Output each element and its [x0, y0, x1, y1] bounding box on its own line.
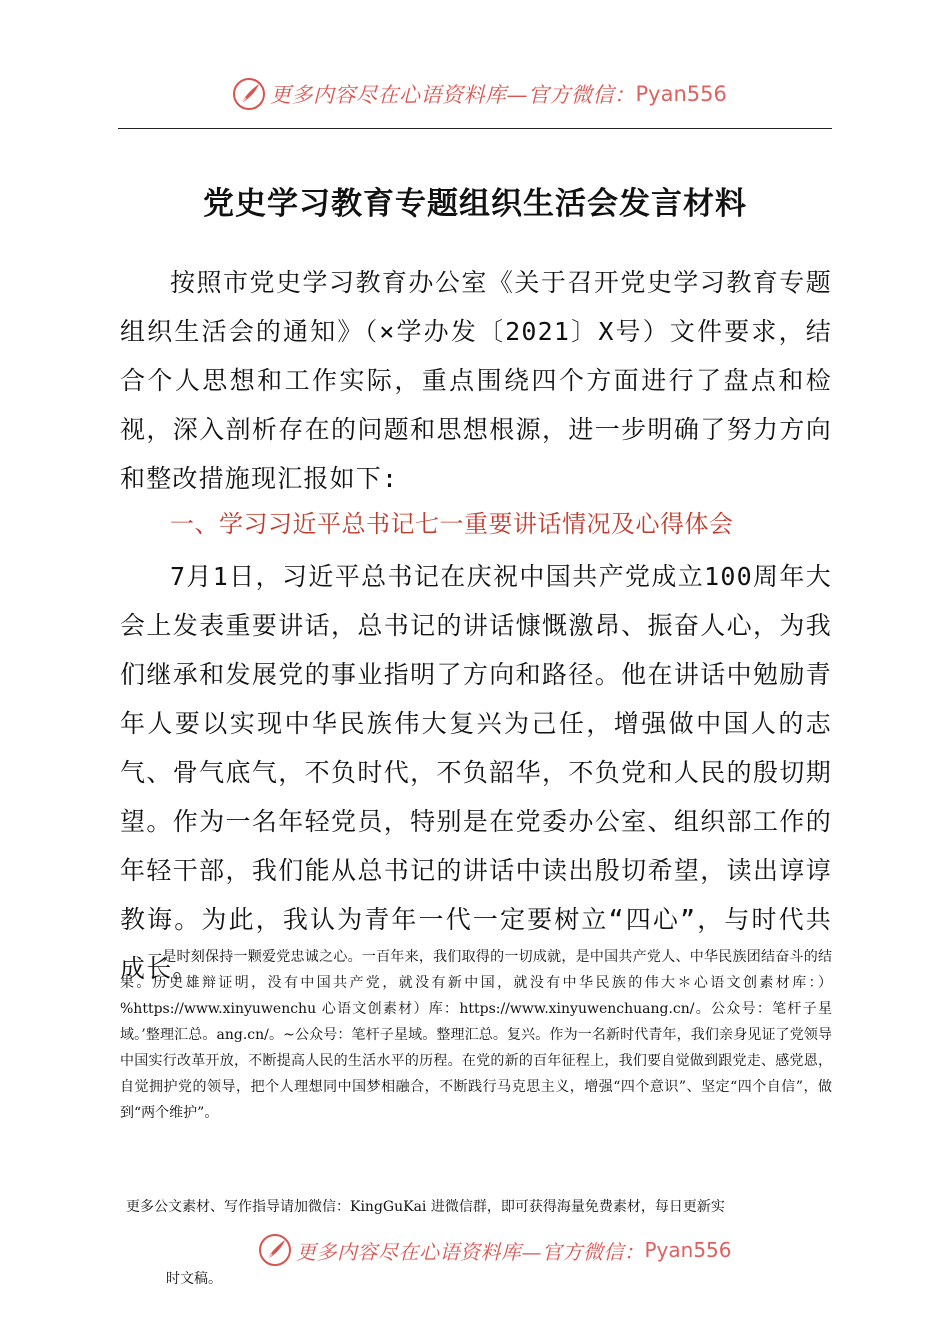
- intro-paragraph: 按照市党史学习教育办公室《关于召开党史学习教育专题组织生活会的通知》（×学办发〔2021〕X号）文件要求，结合个人思想和工作实际，重点围绕四个方面进行了盘点和检视，深入剖析存在的问题和思想根源，进一步明确了努力方向和整改措施现汇报如下:: [120, 268, 832, 493]
- footer-banner-id: Pyan556: [644, 1238, 732, 1262]
- header-banner: [232, 74, 732, 114]
- header-divider: [118, 128, 832, 129]
- quill-pen-logo-icon: [232, 77, 266, 111]
- footer-banner: [258, 1230, 758, 1270]
- document-title: 党史学习教育专题组织生活会发言材料: [203, 186, 747, 222]
- header-banner-id: Pyan556: [635, 82, 727, 106]
- section-1-paragraph: 7月1日，习近平总书记在庆祝中国共产党成立100周年大会上发表重要讲话，总书记的讲话慷慨激昂、振奋人心，为我们继承和发展党的事业指明了方向和路径。他在讲话中勉励青年人要以实现中华民族伟大复兴为己任，增强做中国人的志气、骨气底气，不负时代，不负韶华，不负党和人民的殷切期望。作为一名年轻党员，特别是在党委办公室、组织部工作的年轻干部，我们能从总书记的讲话中读出殷切希望，读出谆谆教诲。为此，我认为青年一代一定要树立“四心”，与时代共成长。: [120, 562, 832, 983]
- small-print-paragraph: 一是时刻保持一颗爱党忠诚之心。一百年来，我们取得的一切成就，是中国共产党人、中华民族团结奋斗的结果。历史雄辩证明，没有中国共产党，就没有新中国，就没有中华民族的伟大＊心语文创素材库：）%https://www.xinyuwenchu 心语文创素材）库：https://www.xinyuwenchuang.cn/。公众号：笔杆子星域。’整理汇总。ang.cn/。~公众号：笔杆子星域。整理汇总。复兴。作为一名新时代青年，我们亲身见证了党领导中国实行改革开放，不断提高人民的生活水平的历程。在党的新的百年征程上，我们要自觉做到跟党走、感党恩，自觉拥护党的领导，把个人理想同中国梦相融合，不断践行马克思主义，增强“四个意识”、坚定“四个自信”，做到“两个维护”。: [120, 949, 832, 1121]
- quill-pen-logo-icon: [258, 1233, 292, 1267]
- footer-banner-text: 更多内容尽在心语资料库—官方微信：: [296, 1239, 645, 1264]
- header-banner-text: 更多内容尽在心语资料库—官方微信：: [270, 83, 636, 107]
- footer-note: 更多公文素材、写作指导请加微信：KingGuKai 进微信群，即可获得海量免费素材，每日更新实: [126, 1199, 725, 1215]
- section-1-heading: 一、学习习近平总书记七一重要讲话情况及心得体会: [170, 510, 734, 538]
- footer-tail-text: 时文稿。: [166, 1271, 222, 1287]
